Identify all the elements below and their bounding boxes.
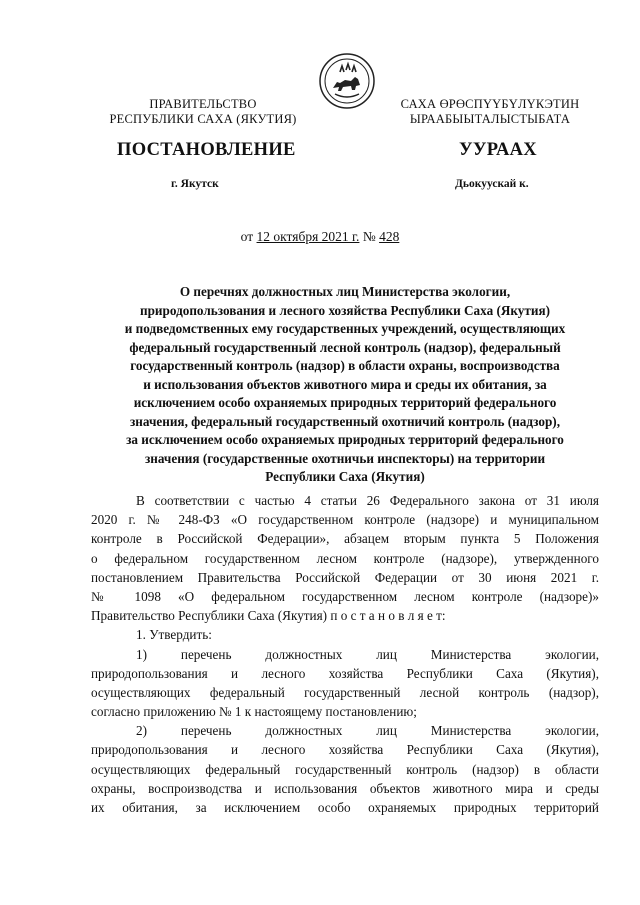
body-line: № 1098 «О федеральном государственном лесном контроле (надзоре)» [91,588,599,604]
title-line: и подведомственных ему государственных учреждений, осуществляющих [124,321,566,336]
body-line: контроле в Российской Федерации», абзацем вторым пункта 5 Положения [91,531,599,547]
document-date: 12 октября 2021 г. [256,229,360,244]
body-line: 2020 г. № 248-ФЗ «О государственном контроле (надзоре) и муниципальном [91,512,599,528]
title-line: значения (государственные охотничьи инспекторы) на территории [144,450,546,466]
body-line: их обитания, за исключением особо охраняемых природных территорий [91,800,599,815]
title-line: за исключением особо охраняемых природных территорий федерального [126,432,564,447]
title-line: Республики Саха (Якутия) [265,469,425,484]
body-line: природопользования и лесного хозяйства Республики Саха (Якутия), [91,742,599,758]
title-line: государственный контроль (надзор) в области охраны, воспроизводства [130,358,560,373]
body-line: 2) перечень должностных лиц Министерства экологии, [136,723,599,739]
document-type-russian: ПОСТАНОВЛЕНИЕ [117,140,296,160]
date-number-line [0,229,640,245]
title-line: федеральный государственный лесной контроль (надзор), федеральный [129,339,561,355]
document-type-sakha: УУРААХ [459,140,537,160]
number-prefix: № [359,229,380,244]
body-line: охраны, воспроизводства и использования объектов животного мира и среды [91,780,599,796]
issuer-line: САХА ӨРӨСПҮҮБҮЛҮКЭТИН [400,97,580,111]
title-line: и использования объектов животного мира и среды их обитания, за [143,376,547,392]
body-line: природопользования и лесного хозяйства Республики Саха (Якутия), [91,665,599,681]
body-line: о федеральном государственном лесном контроле (надзоре), утвержденного [91,550,599,566]
date-prefix: от [240,229,257,244]
title-line: значения, федеральный государственный охотничий контроль (надзор), [129,413,560,429]
body-line: Правительство Республики Саха (Якутия) п о с т а н о в л я е т: [91,608,446,624]
city-sakha: Дьокуускай к. [455,178,529,190]
issuer-line: ПРАВИТЕЛЬСТВО [149,97,257,111]
body-line: осуществляющих федеральный государственный контроль (надзор) в области [91,761,599,777]
body-line: 1. Утвердить: [136,627,212,643]
document-body [91,491,599,817]
body-line: 1) перечень должностных лиц Министерства экологии, [136,646,599,662]
document-title [90,283,600,487]
body-line: согласно приложению № 1 к настоящему постановлению; [91,704,417,720]
body-line: В соответствии с частью 4 статьи 26 Федерального закона от 31 июля [136,493,599,508]
title-line: О перечнях должностных лиц Министерства экологии, [179,284,511,299]
document-number: 428 [379,229,400,244]
city-russian: г. Якутск [171,178,219,190]
issuer-name-sakha [365,97,615,127]
title-line: исключением особо охраняемых природных территорий федерального [133,395,557,410]
issuer-line: ЫРААБЫЫТАЛЫСТЫБАТА [409,112,571,126]
issuer-name-russian [93,97,313,127]
body-line: осуществляющих федеральный государственный лесной контроль (надзор), [91,684,599,700]
title-line: природопользования и лесного хозяйства Республики Саха (Якутия) [139,302,550,318]
body-line: постановлением Правительства Российской Федерации от 30 июня 2021 г. [91,569,599,585]
issuer-line: РЕСПУБЛИКИ САХА (ЯКУТИЯ) [109,112,297,126]
